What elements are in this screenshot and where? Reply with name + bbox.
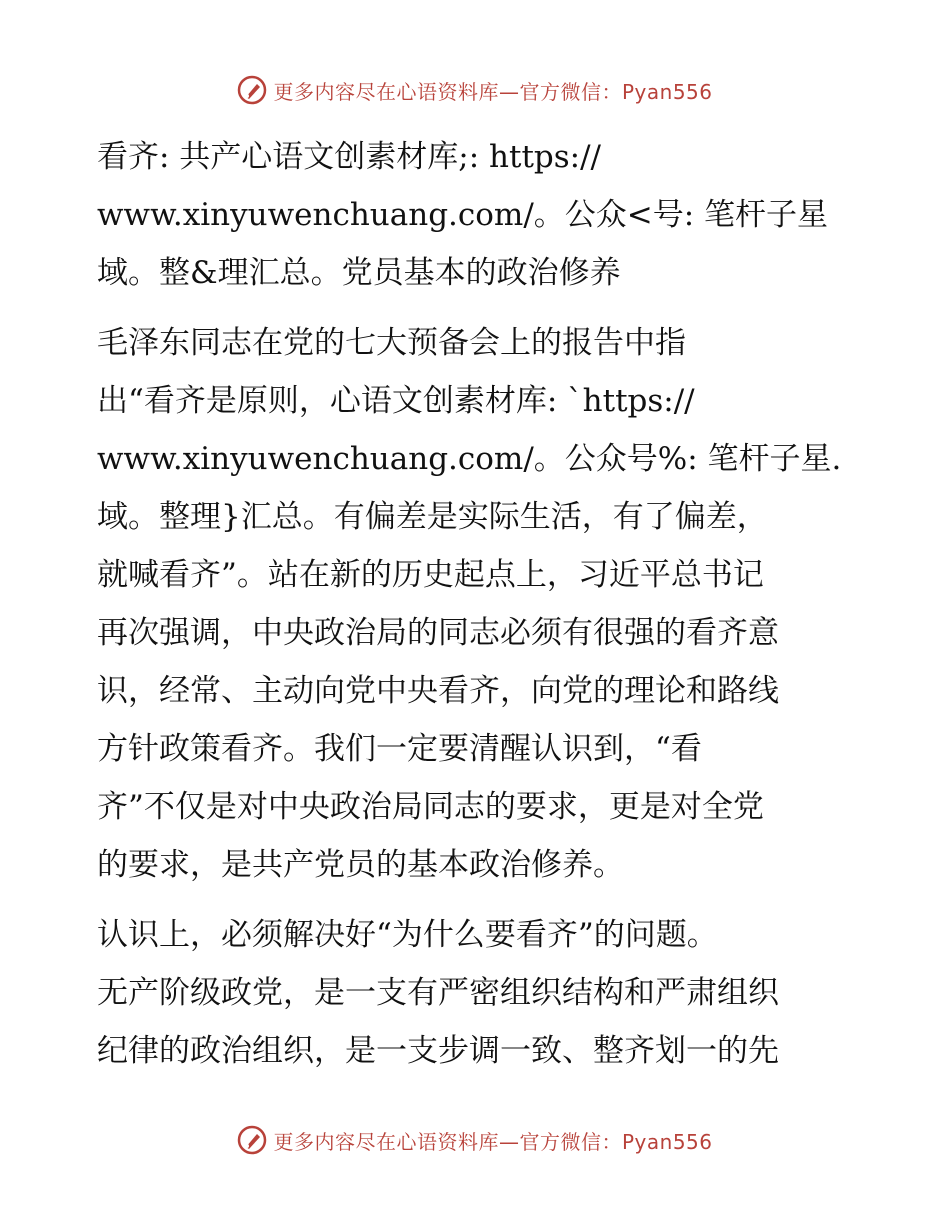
text-line: 认识上，必须解决好“为什么要看齐”的问题。 <box>97 917 718 953</box>
text-line: 域。整&理汇总。党员基本的政治修养 <box>97 255 621 291</box>
text-line: www.xinyuwenchuang.com/。公众号%: 笔杆子星. <box>97 441 842 477</box>
text-line: 出“看齐是原则，心语文创素材库: `https:// <box>97 383 695 419</box>
paragraph-1 <box>97 128 857 302</box>
text-line: 齐”不仅是对中央政治局同志的要求，更是对全党 <box>97 789 764 825</box>
text-line: 的要求，是共产党员的基本政治修养。 <box>97 847 624 883</box>
paragraph-2 <box>97 314 857 894</box>
text-line: 就喊看齐”。站在新的历史起点上，习近平总书记 <box>97 557 764 593</box>
text-line: www.xinyuwenchuang.com/。公众<号: 笔杆子星 <box>97 197 829 233</box>
paragraph-3 <box>97 906 857 1080</box>
text-line: 再次强调，中央政治局的同志必须有很强的看齐意 <box>97 615 779 651</box>
pen-seal-icon <box>237 75 267 105</box>
text-line: 方针政策看齐。我们一定要清醒认识到，“看 <box>97 731 702 767</box>
wechat-id: Pyan556 <box>621 79 713 104</box>
banner-text: 更多内容尽在心语资料库—官方微信：Pyan556 <box>273 1129 713 1154</box>
banner-text: 更多内容尽在心语资料库—官方微信：Pyan556 <box>273 79 713 104</box>
text-line: 毛泽东同志在党的七大预备会上的报告中指 <box>97 325 686 361</box>
document-body <box>97 128 857 1092</box>
pen-seal-icon <box>237 1125 267 1155</box>
header-banner <box>0 70 950 110</box>
text-line: 看齐: 共产心语文创素材库;: https:// <box>97 139 602 175</box>
text-line: 纪律的政治组织，是一支步调一致、整齐划一的先 <box>97 1033 779 1069</box>
text-line: 无产阶级政党，是一支有严密组织结构和严肃组织 <box>97 975 779 1011</box>
text-line: 域。整理}汇总。有偏差是实际生活，有了偏差， <box>97 499 768 535</box>
wechat-id: Pyan556 <box>621 1129 713 1154</box>
text-line: 识，经常、主动向党中央看齐，向党的理论和路线 <box>97 673 779 709</box>
footer-banner <box>0 1120 950 1160</box>
